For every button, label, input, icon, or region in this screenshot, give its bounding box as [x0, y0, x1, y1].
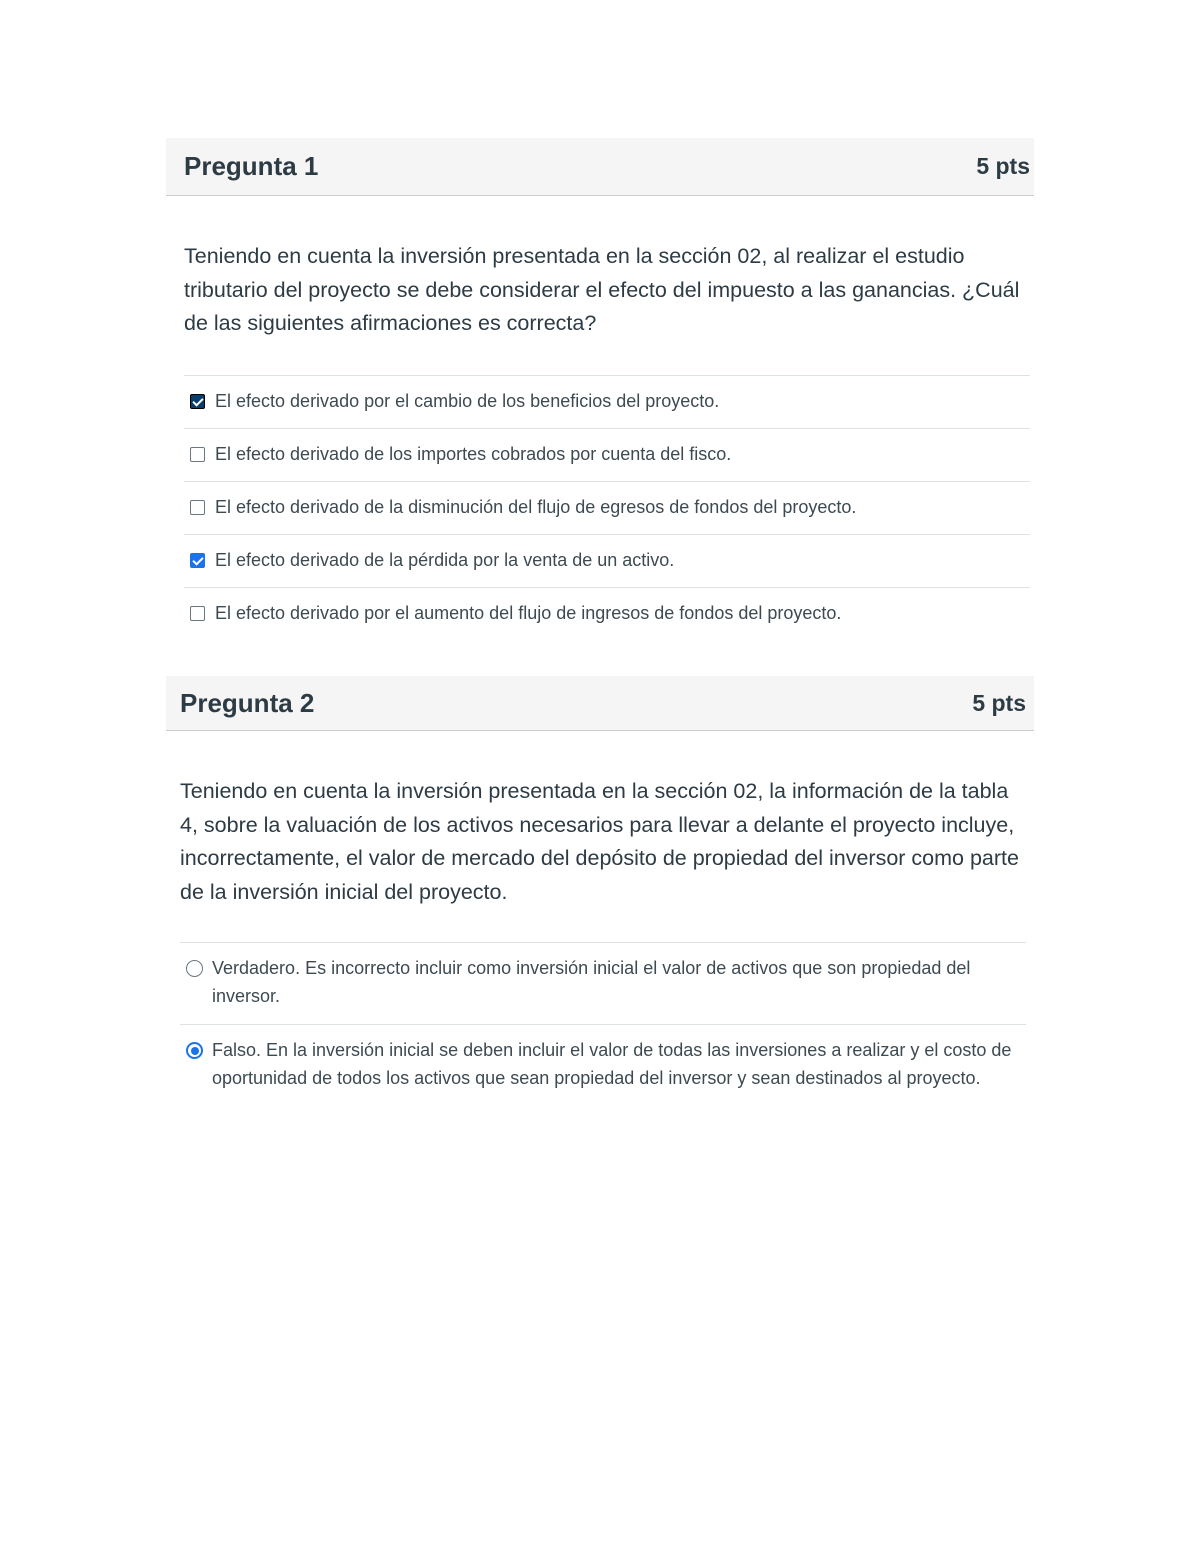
question-text: Teniendo en cuenta la inversión presentada en la sección 02, la información de la tabla 4, sobre la valuación de los activos necesarios para llevar a delante el proyecto incluye, incorrectamente, el valor de mercado del depósito de propiedad del inversor como parte de la inversión inicial del proyecto.	[180, 779, 1019, 904]
question-2	[166, 676, 1034, 1106]
answer-option-4[interactable]	[184, 534, 1030, 587]
answer-list	[184, 375, 1030, 640]
question-body	[166, 240, 1034, 640]
radio-unselected[interactable]	[186, 960, 203, 977]
question-header	[166, 138, 1034, 196]
checkbox-unchecked[interactable]	[190, 606, 205, 621]
question-text: Teniendo en cuenta la inversión presentada en la sección 02, al realizar el estudio tributario del proyecto se debe considerar el efecto del impuesto a las ganancias. ¿Cuál de las siguientes afirmaciones es correcta?	[184, 244, 1020, 335]
answer-label[interactable]: Verdadero. Es incorrecto incluir como inversión inicial el valor de activos que son propiedad del inversor.	[212, 958, 971, 1006]
checkbox-unchecked[interactable]	[190, 447, 205, 462]
answer-label[interactable]: Falso. En la inversión inicial se deben incluir el valor de todas las inversiones a realizar y el costo de oportunidad de todos los activos que sean propiedad del inversor y sean destinados al proyecto.	[212, 1040, 1012, 1088]
question-header	[166, 676, 1034, 731]
radio-selected[interactable]	[186, 1042, 203, 1059]
answer-list	[180, 942, 1026, 1106]
answer-option-5[interactable]	[184, 587, 1030, 640]
answer-option-2[interactable]	[184, 428, 1030, 481]
answer-label[interactable]: El efecto derivado de los importes cobrados por cuenta del fisco.	[215, 443, 732, 464]
question-points: 5 pts	[972, 689, 1026, 716]
question-body	[166, 775, 1034, 1106]
answer-label[interactable]: El efecto derivado por el cambio de los beneficios del proyecto.	[215, 390, 720, 411]
checkbox-checked[interactable]	[190, 553, 205, 568]
question-points: 5 pts	[976, 153, 1030, 179]
question-title: Pregunta 1	[184, 151, 319, 181]
question-1	[166, 138, 1034, 640]
answer-label[interactable]: El efecto derivado de la disminución del flujo de egresos de fondos del proyecto.	[215, 496, 857, 517]
checkbox-checked[interactable]	[190, 394, 205, 409]
checkbox-unchecked[interactable]	[190, 500, 205, 515]
answer-label[interactable]: El efecto derivado de la pérdida por la venta de un activo.	[215, 549, 675, 570]
answer-option-true[interactable]	[180, 942, 1026, 1024]
answer-label[interactable]: El efecto derivado por el aumento del flujo de ingresos de fondos del proyecto.	[215, 602, 842, 623]
answer-option-1[interactable]	[184, 375, 1030, 428]
answer-option-false[interactable]	[180, 1024, 1026, 1106]
answer-option-3[interactable]	[184, 481, 1030, 534]
question-title: Pregunta 2	[180, 687, 315, 718]
